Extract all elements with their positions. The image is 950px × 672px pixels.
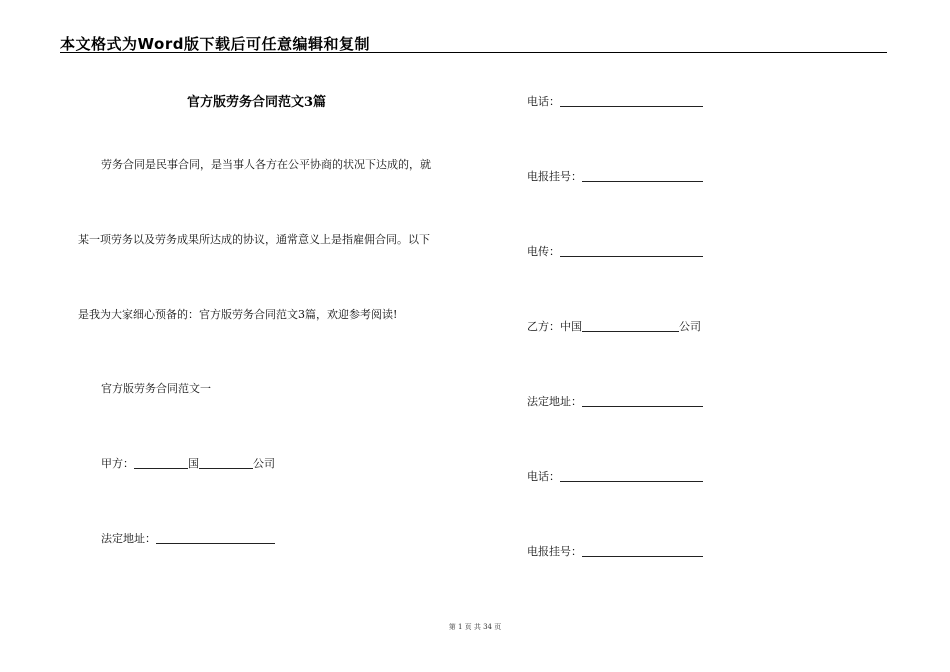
right-fax-line [527, 243, 703, 259]
party-a-label: 甲方： [101, 457, 134, 470]
right-telegram-label-1: 电报挂号： [527, 170, 582, 183]
right-telegram-label-2: 电报挂号： [527, 545, 582, 558]
right-address-blank [582, 395, 703, 407]
party-a-country-blank [134, 457, 188, 469]
right-fax-blank [560, 245, 703, 257]
paragraph-line-2: 某一项劳务以及劳务成果所达成的协议，通常意义上是指雇佣合同。以下 [78, 233, 430, 246]
right-telegram-line-1 [527, 168, 703, 184]
header-divider [60, 52, 887, 53]
section-heading: 官方版劳务合同范文一 [101, 382, 211, 395]
right-address-label: 法定地址： [527, 395, 582, 408]
right-fax-label: 电传： [527, 245, 560, 258]
party-a-line [101, 455, 275, 471]
party-b-company-blank [582, 320, 679, 332]
right-address-line [527, 393, 703, 409]
party-a-country-suffix: 国 [188, 457, 199, 470]
page-header-title: 本文格式为Word版下载后可任意编辑和复制 [60, 35, 370, 53]
paragraph-line-1: 劳务合同是民事合同，是当事人各方在公平协商的状况下达成的，就 [101, 158, 431, 171]
paragraph-line-3: 是我为大家细心预备的：官方版劳务合同范文3篇，欢迎参考阅读! [78, 308, 398, 321]
party-b-company-suffix: 公司 [679, 320, 701, 333]
document-title: 官方版劳务合同范文3篇 [187, 95, 327, 110]
page-number-footer: 第 1 页 共 34 页 [448, 623, 502, 631]
left-address-blank [156, 532, 275, 544]
right-telegram-blank-1 [582, 170, 703, 182]
right-phone-blank-1 [560, 95, 703, 107]
party-b-country: 中国 [560, 320, 582, 333]
right-phone-label-1: 电话： [527, 95, 560, 108]
right-telegram-line-2 [527, 543, 703, 559]
left-address-line [101, 530, 275, 546]
right-telegram-blank-2 [582, 545, 703, 557]
party-b-line [527, 318, 701, 334]
party-a-company-suffix: 公司 [253, 457, 275, 470]
right-phone-blank-2 [560, 470, 703, 482]
party-b-label: 乙方： [527, 320, 560, 333]
left-address-label: 法定地址： [101, 532, 156, 545]
right-phone-label-2: 电话： [527, 470, 560, 483]
right-phone-line-2 [527, 468, 703, 484]
party-a-company-blank [199, 457, 253, 469]
right-phone-line-1 [527, 93, 703, 109]
